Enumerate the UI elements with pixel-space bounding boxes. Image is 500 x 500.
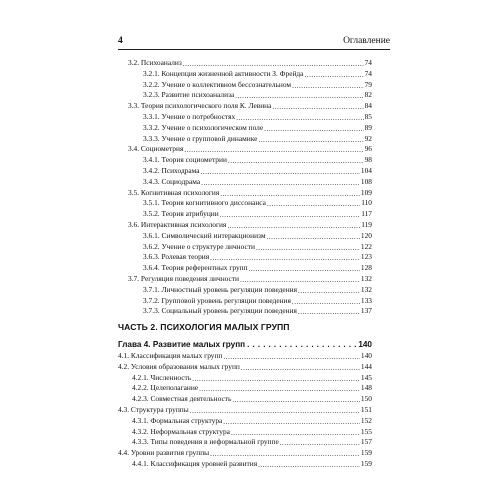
- dot-leader: [235, 91, 363, 101]
- toc-entry-title: 4.2. Условия образования малых групп: [118, 361, 240, 371]
- toc-entry-title: 4.3.3. Типы поведения в неформальной группе: [132, 437, 279, 447]
- toc-entry-page: 152: [360, 415, 372, 425]
- toc-entry-page: 82: [364, 90, 372, 100]
- dot-leader: [264, 124, 363, 134]
- toc-entry[interactable]: [118, 134, 372, 145]
- toc-entry-title: 4.2.3. Совместная деятельность: [132, 394, 232, 404]
- toc-entry[interactable]: [118, 416, 372, 427]
- toc-entry[interactable]: [118, 209, 372, 220]
- dot-leader: [280, 438, 360, 448]
- dot-leader: [183, 59, 364, 69]
- toc-entry[interactable]: [118, 220, 372, 231]
- dot-leader: [201, 178, 360, 188]
- dot-leader: [190, 406, 360, 416]
- toc-entry-page: 123: [360, 252, 372, 262]
- toc-entry-page: 145: [360, 372, 372, 382]
- dot-leader: [267, 232, 360, 242]
- toc-entry-title: 3.3.3. Учение о групповой динамике: [143, 133, 258, 143]
- toc-entry-page: 84: [364, 101, 372, 111]
- toc-entry-title: 3.7.3. Социальный уровень регуляции поведения: [143, 306, 297, 316]
- toc-entry[interactable]: [118, 155, 372, 166]
- dot-leader: [236, 113, 363, 123]
- toc-entry-title: 3.4. Социометрия: [128, 144, 184, 154]
- toc-entry[interactable]: [118, 263, 372, 274]
- toc-entry-page: 128: [360, 263, 372, 273]
- toc-entry-page: 132: [360, 273, 372, 283]
- toc-entry[interactable]: [118, 101, 372, 112]
- page-number: 4: [118, 36, 123, 46]
- section-title: Оглавление: [343, 36, 390, 46]
- dot-leader: [192, 374, 360, 384]
- toc-entry[interactable]: [118, 231, 372, 242]
- toc-entry-title: 3.2.2. Учение о коллективном бессознательном: [143, 79, 292, 89]
- toc-entry[interactable]: [118, 285, 372, 296]
- dot-leader: [272, 102, 363, 112]
- toc-entry[interactable]: [118, 427, 372, 438]
- dot-leader: [258, 460, 360, 470]
- toc-entry[interactable]: [118, 112, 372, 123]
- toc-entry[interactable]: [118, 80, 372, 91]
- toc-entry[interactable]: [118, 306, 372, 317]
- toc-entry-title: 3.3.2. Учение о психологическом поле: [143, 122, 264, 132]
- toc-entry-page: 117: [361, 209, 372, 219]
- toc-entry-page: 151: [360, 404, 372, 414]
- toc-entry[interactable]: [118, 373, 372, 384]
- toc-entry-page: 144: [360, 361, 372, 371]
- toc-entry[interactable]: [118, 362, 372, 373]
- toc-entry-title: 3.2.1. Концепция жизненной активности З. Фрейда: [143, 68, 304, 78]
- dot-leader: [210, 253, 360, 263]
- table-of-contents-part-2: [118, 339, 372, 470]
- dot-leader: [258, 135, 363, 145]
- dot-leader: [228, 156, 364, 166]
- toc-entry-page: 159: [360, 458, 372, 468]
- toc-entry-page: 109: [360, 187, 372, 197]
- toc-entry[interactable]: [118, 296, 372, 307]
- toc-entry[interactable]: [118, 437, 372, 448]
- toc-entry-title: 3.6.2. Учение о структуре личности: [143, 241, 255, 251]
- toc-entry-title: 3.3.1. Учение о потребностях: [143, 111, 236, 121]
- dot-leader: [223, 417, 360, 427]
- running-header: [118, 34, 390, 48]
- toc-entry[interactable]: [118, 123, 372, 134]
- dot-leader: [247, 339, 356, 350]
- toc-entry-title: 4.3.2. Неформальная структура: [132, 426, 230, 436]
- dot-leader: [227, 221, 360, 231]
- toc-entry[interactable]: [118, 90, 372, 101]
- dot-leader: [304, 70, 363, 80]
- toc-entry-title: 3.7. Регуляция поведения личности: [128, 273, 240, 283]
- toc-entry[interactable]: [118, 144, 372, 155]
- chapter-title: Глава 4. Развитие малых групп: [118, 340, 246, 349]
- toc-entry-page: 155: [360, 426, 372, 436]
- chapter-page: 140: [358, 340, 372, 349]
- dot-leader: [292, 297, 360, 307]
- toc-entry[interactable]: [118, 383, 372, 394]
- toc-entry-page: 74: [364, 58, 372, 67]
- toc-entry[interactable]: [118, 69, 372, 80]
- toc-entry-title: 3.2.3. Развитие психоанализа: [143, 90, 235, 100]
- toc-entry[interactable]: [118, 405, 372, 416]
- toc-entry-page: 92: [364, 133, 372, 143]
- toc-entry-page: 119: [361, 219, 372, 229]
- toc-entry-page: 110: [361, 198, 372, 208]
- toc-entry[interactable]: [118, 274, 372, 285]
- toc-entry-title: 3.4.1. Теория социометрии: [143, 155, 227, 165]
- toc-entry-title: 3.5.1. Теория когнитивного диссонанса: [143, 198, 266, 208]
- toc-entry[interactable]: [118, 166, 372, 177]
- toc-entry-title: 3.5. Когнитивная психология: [128, 187, 220, 197]
- toc-entry-page: 148: [360, 383, 372, 393]
- toc-entry[interactable]: [118, 177, 372, 188]
- dot-leader: [232, 395, 360, 405]
- toc-entry-page: 79: [364, 79, 372, 89]
- toc-entry-page: 122: [360, 241, 372, 251]
- toc-entry-title: 3.3. Теория психологического поля К. Левина: [128, 101, 272, 111]
- toc-entry[interactable]: [118, 198, 372, 209]
- dot-leader: [241, 363, 360, 373]
- toc-entry-title: 4.2.2. Целеполагание: [132, 383, 199, 393]
- toc-entry-page: 133: [360, 295, 372, 305]
- dot-leader: [240, 275, 360, 285]
- toc-entry-title: 4.4. Уровни развития группы: [118, 448, 210, 458]
- dot-leader: [256, 243, 360, 253]
- toc-entry-page: 140: [360, 351, 372, 360]
- toc-entry[interactable]: [118, 394, 372, 405]
- toc-entry-page: 159: [360, 448, 372, 458]
- toc-entry[interactable]: [118, 351, 372, 362]
- dot-leader: [220, 210, 361, 220]
- toc-entry-title: 3.2. Психоанализ: [128, 58, 182, 67]
- toc-entry-page: 132: [360, 284, 372, 294]
- toc-entry-page: 137: [360, 306, 372, 316]
- toc-entry-title: 3.6.3. Ролевая теория: [143, 252, 210, 262]
- toc-entry-title: 3.6. Интерактивная психология: [128, 219, 227, 229]
- toc-entry-title: 3.5.2. Теория атрибуции: [143, 209, 219, 219]
- toc-entry-title: 4.3. Структура группы: [118, 404, 189, 414]
- toc-entry[interactable]: [118, 252, 372, 263]
- toc-entry-title: 4.4.1. Классификация уровней развития: [132, 458, 258, 468]
- toc-entry-page: 85: [364, 111, 372, 121]
- dot-leader: [267, 199, 360, 209]
- toc-entry-title: 4.1. Классификация малых групп: [118, 351, 223, 360]
- dot-leader: [201, 167, 360, 177]
- toc-entry[interactable]: [118, 459, 372, 470]
- toc-entry-page: 104: [360, 165, 372, 175]
- dot-leader: [249, 264, 360, 274]
- toc-entry-page: 108: [360, 176, 372, 186]
- toc-entry-page: 150: [360, 394, 372, 404]
- toc-entry[interactable]: [118, 242, 372, 253]
- chapter-heading[interactable]: [118, 339, 372, 351]
- toc-entry-title: 3.4.2. Психодрама: [143, 165, 200, 175]
- toc-entry-page: 96: [364, 144, 372, 154]
- toc-entry-page: 157: [360, 437, 372, 447]
- toc-entry-page: 120: [360, 230, 372, 240]
- dot-leader: [199, 384, 360, 394]
- dot-leader: [184, 145, 363, 155]
- dot-leader: [223, 352, 359, 362]
- toc-entry-title: 4.2.1. Численность: [132, 372, 192, 382]
- part-title: ЧАСТЬ 2. ПСИХОЛОГИЯ МАЛЫХ ГРУПП: [118, 322, 290, 332]
- dot-leader: [231, 428, 360, 438]
- toc-entry-title: 3.7.1. Личностный уровень регуляции поведения: [143, 284, 298, 294]
- toc-entry[interactable]: [118, 58, 372, 69]
- header-rule: [118, 49, 390, 50]
- dot-leader: [298, 286, 360, 296]
- toc-entry-title: 3.6.4. Теория референтных групп: [143, 263, 248, 273]
- dot-leader: [220, 189, 360, 199]
- toc-entry-page: 89: [364, 122, 372, 132]
- toc-entry-title: 4.3.1. Формальная структура: [132, 415, 223, 425]
- dot-leader: [298, 307, 360, 317]
- dot-leader: [210, 449, 360, 459]
- toc-entry-page: 98: [364, 155, 372, 165]
- dot-leader: [292, 81, 364, 91]
- toc-entry-title: 3.7.2. Групповой уровень регуляции поведения: [143, 295, 291, 305]
- toc-entry-title: 3.6.1. Символический интеракционизм: [143, 230, 266, 240]
- toc-entry[interactable]: [118, 188, 372, 199]
- toc-entry-title: 3.4.3. Социодрама: [143, 176, 201, 186]
- toc-entry-page: 74: [364, 68, 372, 78]
- table-of-contents: [118, 58, 372, 317]
- toc-entry[interactable]: [118, 448, 372, 459]
